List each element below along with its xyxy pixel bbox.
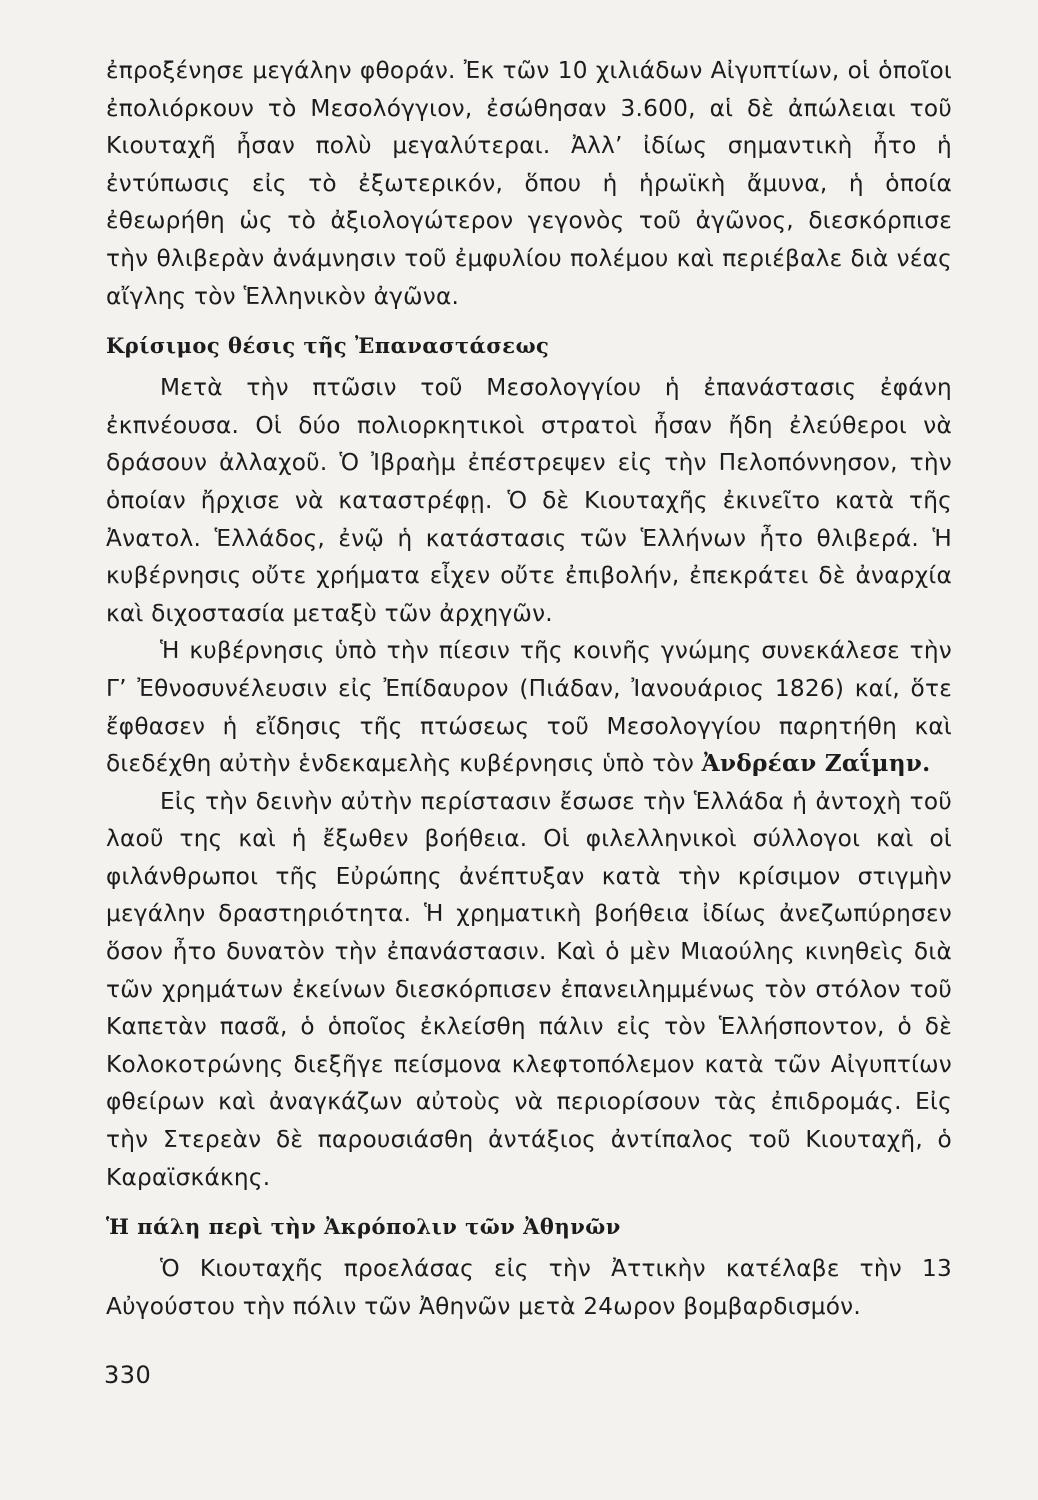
paragraph-3: [106, 632, 952, 782]
paragraph-3-text: Ἡ κυβέρνησις ὑπὸ τὴν πίεσιν τῆς κοινῆς γνώμης συνεκάλεσε τὴν Γ’ Ἐθνοσυνέλευσιν εἰς Ἐπίδαυρον (Πιάδαν, Ἰανουάριος 1826) καί, ὅτε ἔφθασεν ἡ εἴδησις τῆς πτώσεως τοῦ Μεσολογγίου παρητήθη καὶ διεδέχθη αὐτὴν ἑνδεκαμελὴς κυβέρνησις ὑπὸ τὸν: [106, 637, 952, 778]
paragraph-4: Εἰς τὴν δεινὴν αὐτὴν περίστασιν ἔσωσε τὴν Ἑλλάδα ἡ ἀντοχὴ τοῦ λαοῦ της καὶ ἡ ἔξωθεν βοήθεια. Οἱ φιλελληνικοὶ σύλλογοι καὶ οἱ φιλάνθρωποι τῆς Εὐρώπης ἀνέπτυξαν κατὰ τὴν κρίσιμον στιγμὴν μεγάλην δραστηριότητα. Ἡ χρηματικὴ βοήθεια ἰδίως ἀνεζωπύρησεν ὅσον ἦτο δυνατὸν τὴν ἐπανάστασιν. Καὶ ὁ μὲν Μιαούλης κινηθεὶς διὰ τῶν χρημάτων ἐκείνων διεσκόρπισεν ἐπανειλημμένως τὸν στόλον τοῦ Καπετὰν πασᾶ, ὁ ὁποῖος ἐκλείσθη πάλιν εἰς τὸν Ἑλλήσποντον, ὁ δὲ Κολοκοτρώνης διεξῆγε πείσμονα κλεφτοπόλεμον κατὰ τῶν Αἰγυπτίων φθείρων καὶ ἀναγκάζων αὐτοὺς νὰ περιορίσουν τὰς ἐπιδρομάς. Εἰς τὴν Στερεὰν δὲ παρουσιάσθη ἀντάξιος ἀντίπαλος τοῦ Κιουταχῆ, ὁ Καραϊσκάκης.: [106, 787, 952, 1191]
paragraph-3-name: Ἀνδρέαν Ζαΐμην.: [701, 750, 931, 778]
paragraph-5: Ὁ Κιουταχῆς προελάσας εἰς τὴν Ἀττικὴν κατέλαβε τὴν 13 Αὐγούστου τὴν πόλιν τῶν Ἀθηνῶν μετὰ 24ωρον βομβαρδισμόν.: [106, 1255, 952, 1320]
paragraph-1: ἐπροξένησε μεγάλην φθοράν. Ἐκ τῶν 10 χιλιάδων Αἰγυπτίων, οἱ ὁποῖοι ἐπολιόρκουν τὸ Μεσολόγγιον, ἐσώθησαν 3.600, αἱ δὲ ἀπώλειαι τοῦ Κιουταχῆ ἦσαν πολὺ μεγαλύτεραι. Ἀλλ’ ἰδίως σημαντικὴ ἦτο ἡ ἐντύπωσις εἰς τὸ ἐξωτερικόν, ὅπου ἡ ἡρωϊκὴ ἄμυνα, ἡ ὁποία ἐθεωρήθη ὡς τὸ ἀξιολογώτερον γεγονὸς τοῦ ἀγῶνος, διεσκόρπισε τὴν θλιβερὰν ἀνάμνησιν τοῦ ἐμφυλίου πολέμου καὶ περιέβαλε διὰ νέας αἴγλης τὸν Ἑλληνικὸν ἀγῶνα.: [106, 57, 952, 310]
section-heading-critical-situation: Κρίσιμος θέσις τῆς Ἐπαναστάσεως: [106, 333, 550, 359]
page-number: 330: [104, 1361, 152, 1389]
paragraph-2: Μετὰ τὴν πτῶσιν τοῦ Μεσολογγίου ἡ ἐπανάστασις ἐφάνη ἐκπνέουσα. Οἱ δύο πολιορκητικοὶ στρατοὶ ἦσαν ἤδη ἐλεύθεροι νὰ δράσουν ἀλλαχοῦ. Ὁ Ἰβραὴμ ἐπέστρεψεν εἰς τὴν Πελοπόννησον, τὴν ὁποίαν ἤρχισε νὰ καταστρέφῃ. Ὁ δὲ Κιουταχῆς ἐκινεῖτο κατὰ τῆς Ἀνατολ. Ἑλλάδος, ἐνῷ ἡ κατάστασις τῶν Ἑλλήνων ἦτο θλιβερά. Ἡ κυβέρνησις οὔτε χρήματα εἶχεν οὔτε ἐπιβολήν, ἐπεκράτει δὲ ἀναρχία καὶ διχοστασία μεταξὺ τῶν ἀρχηγῶν.: [106, 374, 952, 627]
text-block: [106, 52, 952, 1325]
section-heading-acropolis: Ἡ πάλη περὶ τὴν Ἀκρόπολιν τῶν Ἀθηνῶν: [106, 1214, 621, 1240]
